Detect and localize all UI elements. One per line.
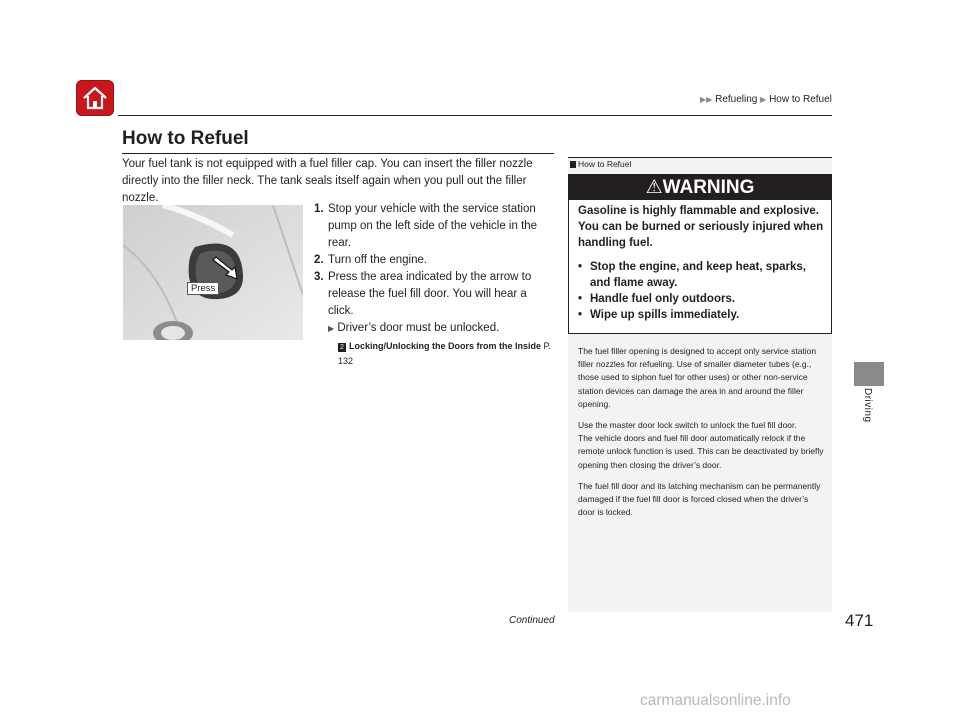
arrow-icon: ▶ bbox=[328, 324, 335, 333]
breadcrumb-item[interactable]: How to Refuel bbox=[769, 94, 832, 105]
step-list bbox=[314, 201, 554, 369]
step-item bbox=[314, 269, 554, 320]
warning-icon: ⚠ bbox=[645, 177, 663, 198]
note-paragraph: The fuel filler opening is designed to accept only service station filler nozzles for refueling. Use of smaller diameter tubes (e.g., those used to siphon fuel for other uses) or other non-service station devices can damage the area in and around the filler opening. bbox=[578, 346, 817, 409]
intro-paragraph: Your fuel tank is not equipped with a fuel filler cap. You can insert the filler nozzle directly into the filler neck. The tank seals itself again when you pull out the filler nozzle. bbox=[122, 158, 533, 204]
section-tab[interactable] bbox=[854, 362, 884, 386]
note-paragraph: Use the master door lock switch to unlock the fuel fill door. The vehicle doors and fuel fill door automatically relock if the remote unlock function is used. This can be deactivated by briefly opening then closing the driver’s door. bbox=[578, 420, 824, 470]
reference-icon: 2 bbox=[338, 343, 346, 352]
note-icon bbox=[570, 161, 576, 168]
side-note-body bbox=[578, 345, 824, 527]
title-rule bbox=[122, 153, 554, 154]
section-tab-label: Driving bbox=[862, 388, 873, 423]
step-number: 2. bbox=[314, 254, 324, 266]
watermark: carmanualsonline.info bbox=[640, 692, 791, 709]
continued-label: Continued bbox=[509, 615, 555, 626]
warning-list-item: • Wipe up spills immediately. bbox=[578, 307, 826, 323]
warning-list bbox=[578, 259, 826, 323]
page-number: 471 bbox=[845, 611, 874, 630]
reference-title: Locking/Unlocking the Doors from the Inside bbox=[349, 341, 542, 351]
step-note bbox=[314, 320, 554, 337]
step-text: Press the area indicated by the arrow to release the fuel fill door. You will hear a click. bbox=[328, 271, 532, 317]
step-text: Turn off the engine. bbox=[328, 254, 428, 266]
warning-title: WARNING bbox=[662, 177, 755, 198]
warning-list-item: • Handle fuel only outdoors. bbox=[578, 291, 826, 307]
breadcrumb-arrow-icon: ▶ bbox=[760, 95, 767, 104]
warning-header bbox=[569, 175, 831, 200]
side-note-heading-text: How to Refuel bbox=[578, 159, 632, 169]
breadcrumb bbox=[700, 94, 832, 105]
step-item bbox=[314, 201, 554, 252]
breadcrumb-item[interactable]: Refueling bbox=[715, 94, 758, 105]
note-paragraph: The fuel fill door and its latching mechanism can be permanently damaged if the fuel fill door is forced closed when the driver’s door is locked. bbox=[578, 480, 821, 518]
warning-list-item: • Stop the engine, and keep heat, sparks, and flame away. bbox=[578, 259, 826, 291]
side-note-heading bbox=[568, 157, 832, 170]
fuel-door-illustration bbox=[123, 205, 303, 340]
home-button[interactable] bbox=[76, 80, 114, 116]
press-label: Press bbox=[187, 282, 219, 295]
cross-reference-link[interactable] bbox=[314, 339, 554, 369]
step-item bbox=[314, 252, 554, 269]
header-rule bbox=[118, 115, 832, 116]
home-icon bbox=[80, 83, 110, 113]
reference-page: P. 132 bbox=[338, 341, 551, 366]
page-title: How to Refuel bbox=[122, 128, 249, 149]
step-number: 3. bbox=[314, 271, 324, 283]
step-text: Stop your vehicle with the service station pump on the left side of the vehicle in the rear. bbox=[328, 203, 538, 249]
warning-text: Gasoline is highly flammable and explosive. You can be burned or seriously injured when handling fuel. bbox=[578, 205, 824, 249]
warning-content bbox=[578, 203, 826, 323]
breadcrumb-arrow-icon: ▶▶ bbox=[700, 95, 713, 104]
step-number: 1. bbox=[314, 203, 324, 215]
step-note-text: Driver’s door must be unlocked. bbox=[337, 322, 500, 334]
